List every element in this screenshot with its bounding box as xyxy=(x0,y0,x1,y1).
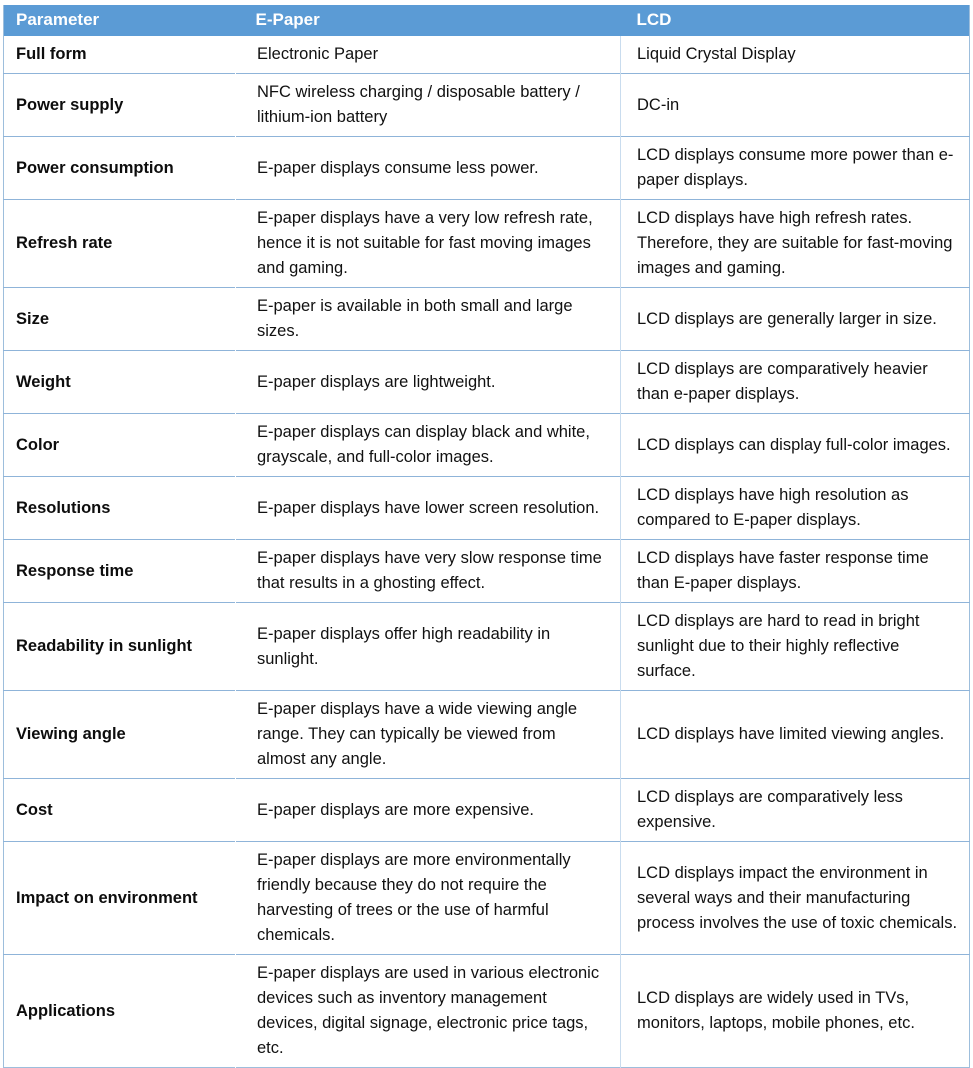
column-header-parameter: Parameter xyxy=(4,5,236,36)
cell-lcd: LCD displays consume more power than e-paper displays. xyxy=(621,137,970,200)
table-row xyxy=(4,200,970,288)
cell-parameter: Power consumption xyxy=(4,137,236,200)
cell-epaper: E-paper displays consume less power. xyxy=(236,137,621,200)
table-row xyxy=(4,414,970,477)
cell-parameter: Size xyxy=(4,288,236,351)
table-header-row xyxy=(4,5,970,36)
cell-parameter: Applications xyxy=(4,955,236,1068)
cell-epaper: E-paper displays offer high readability in sunlight. xyxy=(236,603,621,691)
table-row xyxy=(4,137,970,200)
table-row xyxy=(4,288,970,351)
cell-parameter: Weight xyxy=(4,351,236,414)
cell-lcd: LCD displays have high resolution as compared to E-paper displays. xyxy=(621,477,970,540)
column-header-lcd: LCD xyxy=(621,5,970,36)
table-header xyxy=(4,5,970,36)
cell-lcd: LCD displays have limited viewing angles. xyxy=(621,691,970,779)
cell-epaper: NFC wireless charging / disposable battery / lithium-ion battery xyxy=(236,74,621,137)
table-row xyxy=(4,351,970,414)
cell-lcd: LCD displays are hard to read in bright sunlight due to their highly reflective surface. xyxy=(621,603,970,691)
table-row xyxy=(4,691,970,779)
table-row xyxy=(4,955,970,1068)
cell-epaper: E-paper displays are lightweight. xyxy=(236,351,621,414)
cell-parameter: Viewing angle xyxy=(4,691,236,779)
cell-epaper: E-paper displays are more expensive. xyxy=(236,779,621,842)
cell-lcd: LCD displays are comparatively less expensive. xyxy=(621,779,970,842)
cell-lcd: LCD displays are comparatively heavier than e-paper displays. xyxy=(621,351,970,414)
cell-lcd: LCD displays impact the environment in several ways and their manufacturing process involves the use of toxic chemicals. xyxy=(621,842,970,955)
cell-epaper: E-paper displays are used in various electronic devices such as inventory management devices, digital signage, electronic price tags, etc. xyxy=(236,955,621,1068)
epaper-lcd-comparison-table xyxy=(3,5,970,1068)
table-row xyxy=(4,842,970,955)
cell-parameter: Resolutions xyxy=(4,477,236,540)
comparison-table-container xyxy=(3,5,969,1068)
table-row xyxy=(4,74,970,137)
cell-parameter: Power supply xyxy=(4,74,236,137)
cell-lcd: LCD displays have faster response time than E-paper displays. xyxy=(621,540,970,603)
cell-epaper: E-paper is available in both small and large sizes. xyxy=(236,288,621,351)
cell-epaper: E-paper displays have lower screen resolution. xyxy=(236,477,621,540)
cell-epaper: E-paper displays have very slow response time that results in a ghosting effect. xyxy=(236,540,621,603)
column-header-epaper: E-Paper xyxy=(236,5,621,36)
cell-parameter: Cost xyxy=(4,779,236,842)
cell-lcd: DC-in xyxy=(621,74,970,137)
cell-lcd: LCD displays are generally larger in size. xyxy=(621,288,970,351)
cell-parameter: Refresh rate xyxy=(4,200,236,288)
cell-epaper: E-paper displays are more environmentally friendly because they do not require the harvesting of trees or the use of harmful chemicals. xyxy=(236,842,621,955)
table-row xyxy=(4,603,970,691)
cell-parameter: Readability in sunlight xyxy=(4,603,236,691)
table-row xyxy=(4,477,970,540)
cell-parameter: Impact on environment xyxy=(4,842,236,955)
cell-lcd: Liquid Crystal Display xyxy=(621,36,970,74)
cell-lcd: LCD displays can display full-color images. xyxy=(621,414,970,477)
cell-parameter: Response time xyxy=(4,540,236,603)
cell-parameter: Full form xyxy=(4,36,236,74)
cell-epaper: E-paper displays can display black and white, grayscale, and full-color images. xyxy=(236,414,621,477)
cell-epaper: Electronic Paper xyxy=(236,36,621,74)
table-row xyxy=(4,540,970,603)
cell-epaper: E-paper displays have a very low refresh rate, hence it is not suitable for fast moving images and gaming. xyxy=(236,200,621,288)
table-row xyxy=(4,36,970,74)
cell-epaper: E-paper displays have a wide viewing angle range. They can typically be viewed from almost any angle. xyxy=(236,691,621,779)
table-body xyxy=(4,36,970,1068)
cell-lcd: LCD displays have high refresh rates. Therefore, they are suitable for fast-moving images and gaming. xyxy=(621,200,970,288)
cell-lcd: LCD displays are widely used in TVs, monitors, laptops, mobile phones, etc. xyxy=(621,955,970,1068)
table-row xyxy=(4,779,970,842)
cell-parameter: Color xyxy=(4,414,236,477)
